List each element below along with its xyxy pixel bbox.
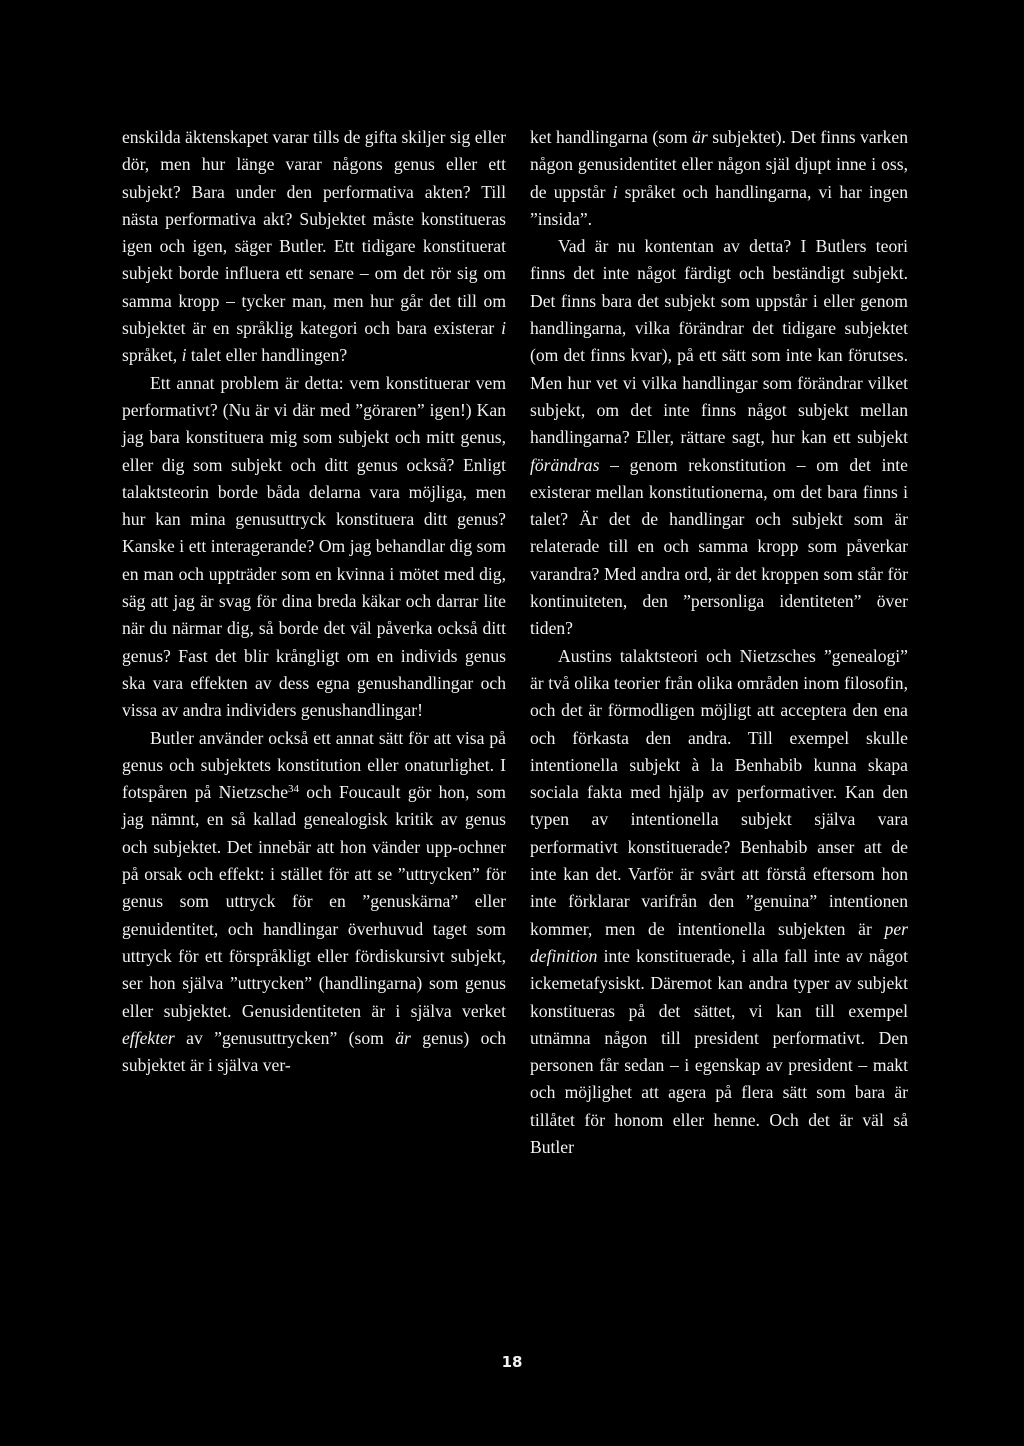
text-run: och Foucault gör hon, som jag nämnt, en så kallad genealogisk kritik av genus och subjektet. Det innebär att hon vänder upp-ochner på orsak och effekt: i stället för att se ”uttrycken” för genus som uttryck för en ”genuskärna” eller genuidentitet, och handlingar överhuvud taget som uttryck för ett förspråkligt eller fördiskursivt subjekt, ser hon själva ”uttrycken” (handlingarna) som genus eller subjektet. Genusidentiteten är i själva verket [122,782,506,1021]
emphasis: förändras [530,454,600,475]
page-number: 18 [501,1353,523,1371]
text-run: inte konstituerade, i alla fall inte av något ickemetafysiskt. Däremot kan andra typer av subjekt konstitueras på det sättet, vi kan till exempel utnämna någon till president performativt. Den personen får sedan – i egenskap av president – makt och möjlighet att agera på flera sätt som bara är tillåtet för honom eller henne. Och det är väl så Butler [530,945,908,1157]
text-run: genus) och subjektet är i själva ver- [122,1027,506,1076]
paragraph [530,233,908,642]
text-run: Vad är nu kontentan av detta? I Butlers teori finns det inte något färdigt och beständigt subjekt. Det finns bara det subjekt som uppstår i eller genom handlingarna, vilka förändrar det tidigare subjektet (om det finns kvar), på ett sätt som inte kan förutses. Men hur vet vi vilka handlingar som förändrar vilket subjekt, om det inte finns något subjekt mellan handlingarna? Eller, rättare sagt, hur kan ett subjekt [530,236,908,448]
text-run: språket och handlingarna, vi har ingen ”insida”. [530,181,908,229]
text-run: språket, [122,345,182,366]
text-run: enskilda äktenskapet varar tills de gifta skiljer sig eller dör, men hur länge varar någons genus eller ett subjekt? Bara under den performativa akten? Till nästa performativa akt? Subjektet måste konstitueras igen och igen, säger Butler. Ett tidigare konstituerat subjekt borde influera ett senare – om det rör sig om samma kropp – tycker man, men hur går det till om subjektet är en språklig kategori och bara existerar [122,127,507,339]
paragraph [122,124,506,370]
footnote-reference[interactable]: 34 [288,783,300,796]
emphasis: i [612,181,618,202]
text-run: Austins talaktsteori och Nietzsches ”genealogi” är två olika teorier från olika områden inom filosofin, och det är förmodligen möjligt att acceptera den ena och förkasta den andra. Till exempel skulle intentionella subjekt à la Benhabib kunna skapa sociala fakta med hjälp av performativer. Kan den typen av intentionella subjekt själva vara performativt konstituerade? Benhabib anser att de inte kan det. Varför är svårt att förstå eftersom hon inte förklarar varifrån den ”genuina” intentionen kommer, men de intentionella subjekten är [530,645,908,939]
emphasis: är [692,127,708,147]
emphasis: i [501,318,506,339]
paragraph [122,725,506,1080]
emphasis: effekter [122,1027,175,1048]
paragraph: Ett annat problem är detta: vem konstituerar vem performativt? (Nu är vi där med ”göraren” igen!) Kan jag bara konstituera mig som subjekt och mitt genus, eller dig som subjekt och ditt genus också? Enligt talaktsteorin borde båda delarna vara möjliga, men hur kan mina genusuttryck konstituera ditt genus? Kanske i ett interagerande? Om jag behandlar dig som en man och uppträder som en kvinna i mötet med dig, säg att jag är svag för dina breda käkar och darrar lite när du närmar dig, så borde det väl påverka också ditt genus? Fast det blir krångligt om en individs genus ska vara effekten av dess egna genushandlingar och vissa av andra individers genushandlingar! [122,372,506,721]
text-run: talet eller handlingen? [186,345,348,366]
text-run: subjektet). Det finns varken någon genusidentitet eller någon själ djupt inne i oss, de uppstår [530,127,908,202]
emphasis: per definition [530,918,908,966]
paragraph [530,124,908,233]
emphasis: i [181,345,187,366]
emphasis: är [395,1027,411,1048]
right-column [530,124,908,1161]
left-column [122,124,506,1079]
text-run: av ”genusuttrycken” (som [174,1027,396,1048]
paragraph [530,643,908,1162]
text-run: – genom rekonstitution – om det inte existerar mellan konstitutionerna, om det bara finns i talet? Är det de handlingar och subjekt som är relaterade till en och samma kropp som påverkar varandra? Med andra ord, är det kroppen som står för kontinuiteten, den ”personliga identiteten” över tiden? [530,454,908,639]
text-run: ket handlingarna (som [530,127,693,147]
text-run: Butler använder också ett annat sätt för att visa på genus och subjektets konstitution eller onaturlighet. I fotspåren på Nietzsche [122,727,506,803]
